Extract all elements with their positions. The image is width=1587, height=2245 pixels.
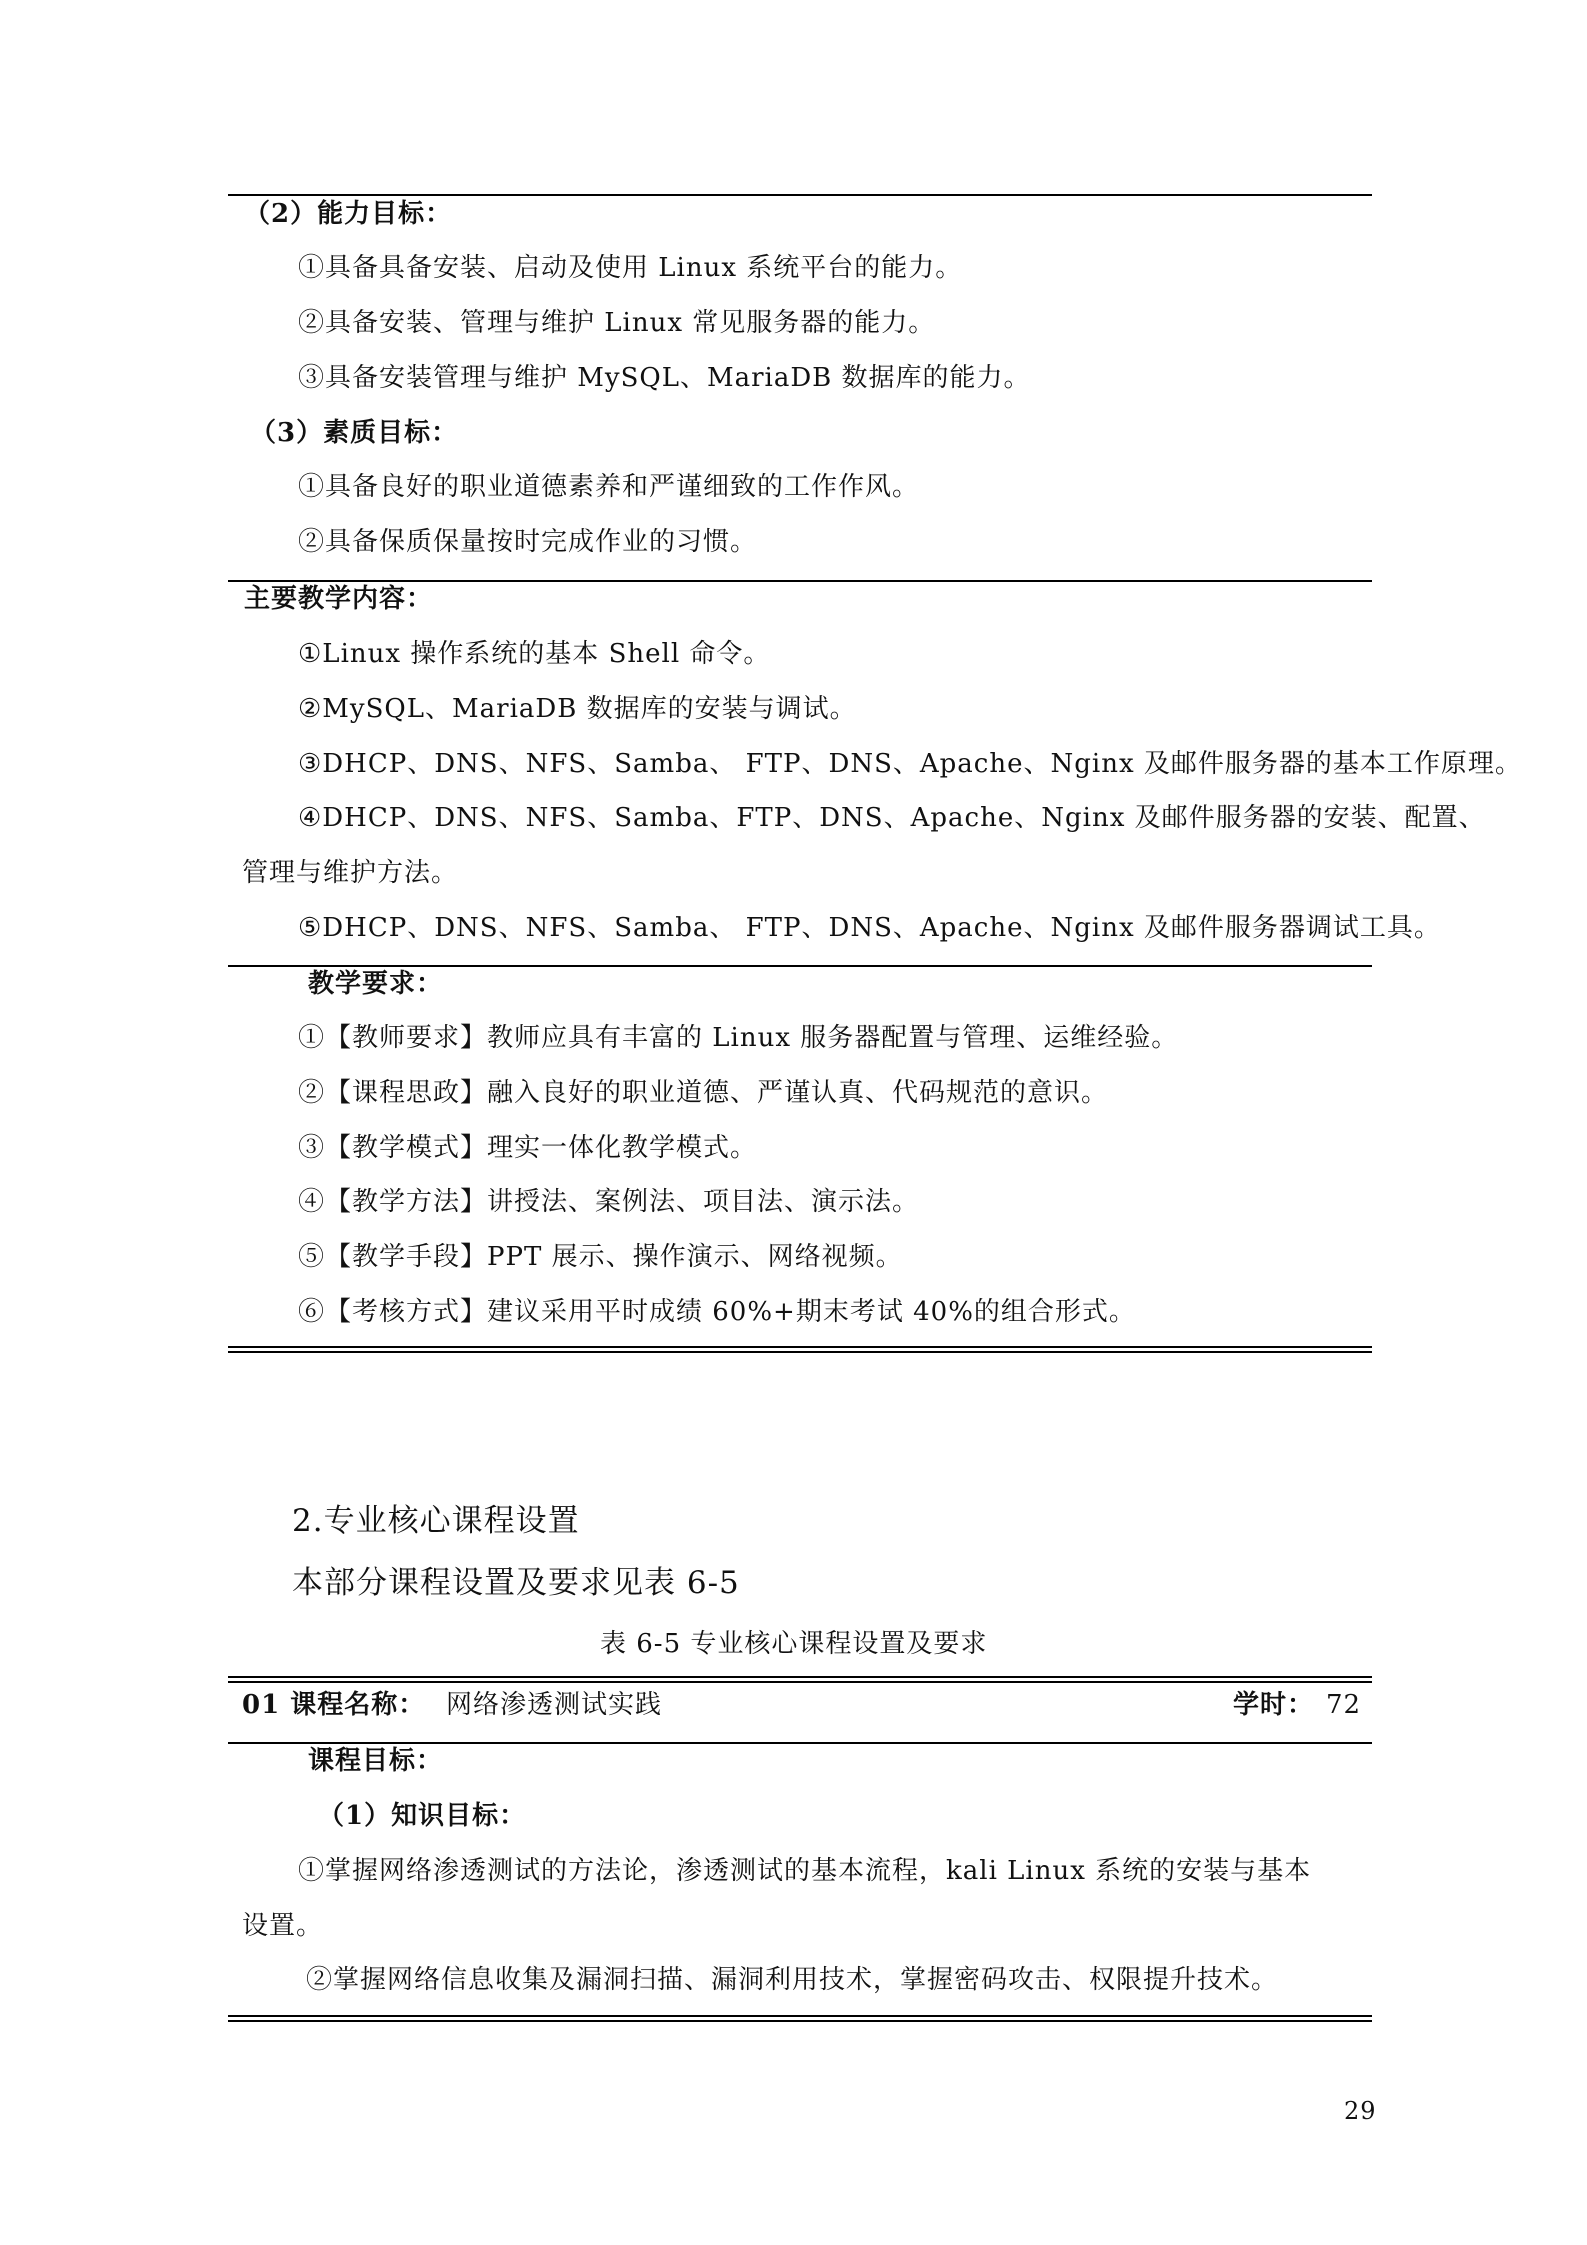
course-hours-label: 学时： <box>1233 1690 1315 1720</box>
table-bottom-rule <box>228 2015 1372 2017</box>
ability-item: ②具备安装、管理与维护 Linux 常见服务器的能力。 <box>298 308 936 338</box>
ability-item: ①具备具备安装、启动及使用 Linux 系统平台的能力。 <box>298 253 963 283</box>
section-heading: 2.专业核心课程设置 <box>292 1503 580 1539</box>
course-name-label: 01 课程名称： <box>242 1690 426 1720</box>
quality-item: ①具备良好的职业道德素养和严谨细致的工作作风。 <box>298 472 920 502</box>
section-intro: 本部分课程设置及要求见表 6-5 <box>292 1565 740 1601</box>
knowledge-item: ①掌握网络渗透测试的方法论，渗透测试的基本流程，kali Linux 系统的安装与基本 <box>298 1856 1312 1886</box>
ability-heading: （2）能力目标： <box>244 199 453 229</box>
content-item: ①Linux 操作系统的基本 Shell 命令。 <box>298 639 771 669</box>
content-item-continuation: 管理与维护方法。 <box>242 858 459 888</box>
requirements-item: ①【教师要求】教师应具有丰富的 Linux 服务器配置与管理、运维经验。 <box>298 1023 1179 1053</box>
table-bottom-rule <box>228 1346 1372 1348</box>
quality-heading: （3）素质目标： <box>250 418 459 448</box>
course-hours-value: 72 <box>1326 1690 1362 1720</box>
content-item: ⑤DHCP、DNS、NFS、Samba、 FTP、DNS、Apache、Nginx 及邮件服务器调试工具。 <box>298 913 1441 943</box>
ability-item: ③具备安装管理与维护 MySQL、MariaDB 数据库的能力。 <box>298 363 1031 393</box>
knowledge-item: ②掌握网络信息收集及漏洞扫描、漏洞利用技术，掌握密码攻击、权限提升技术。 <box>306 1965 1279 1995</box>
content-item: ③DHCP、DNS、NFS、Samba、 FTP、DNS、Apache、Nginx 及邮件服务器的基本工作原理。 <box>298 749 1522 779</box>
course-name-value: 网络渗透测试实践 <box>446 1690 663 1720</box>
knowledge-heading: （1）知识目标： <box>318 1801 527 1831</box>
content-item: ④DHCP、DNS、NFS、Samba、FTP、DNS、Apache、Nginx 及邮件服务器的安装、配置、 <box>298 803 1486 833</box>
content-heading: 主要教学内容： <box>244 584 434 614</box>
quality-item: ②具备保质保量按时完成作业的习惯。 <box>298 527 758 557</box>
objectives-heading: 课程目标： <box>308 1746 444 1776</box>
requirements-item: ④【教学方法】讲授法、案例法、项目法、演示法。 <box>298 1187 920 1217</box>
table-caption: 表 6-5 专业核心课程设置及要求 <box>600 1629 988 1659</box>
requirements-item: ③【教学模式】理实一体化教学模式。 <box>298 1133 758 1163</box>
requirements-item: ⑤【教学手段】PPT 展示、操作演示、网络视频。 <box>298 1242 903 1272</box>
table-top-rule <box>228 1676 1372 1678</box>
requirements-heading: 教学要求： <box>308 969 444 999</box>
knowledge-item-continuation: 设置。 <box>242 1911 324 1941</box>
table-top-rule <box>228 194 1372 196</box>
requirements-item: ②【课程思政】融入良好的职业道德、严谨认真、代码规范的意识。 <box>298 1078 1109 1108</box>
content-item: ②MySQL、MariaDB 数据库的安装与调试。 <box>298 694 857 724</box>
page-number: 29 <box>1344 2097 1377 2125</box>
requirements-item: ⑥【考核方式】建议采用平时成绩 60%+期末考试 40%的组合形式。 <box>298 1297 1136 1327</box>
